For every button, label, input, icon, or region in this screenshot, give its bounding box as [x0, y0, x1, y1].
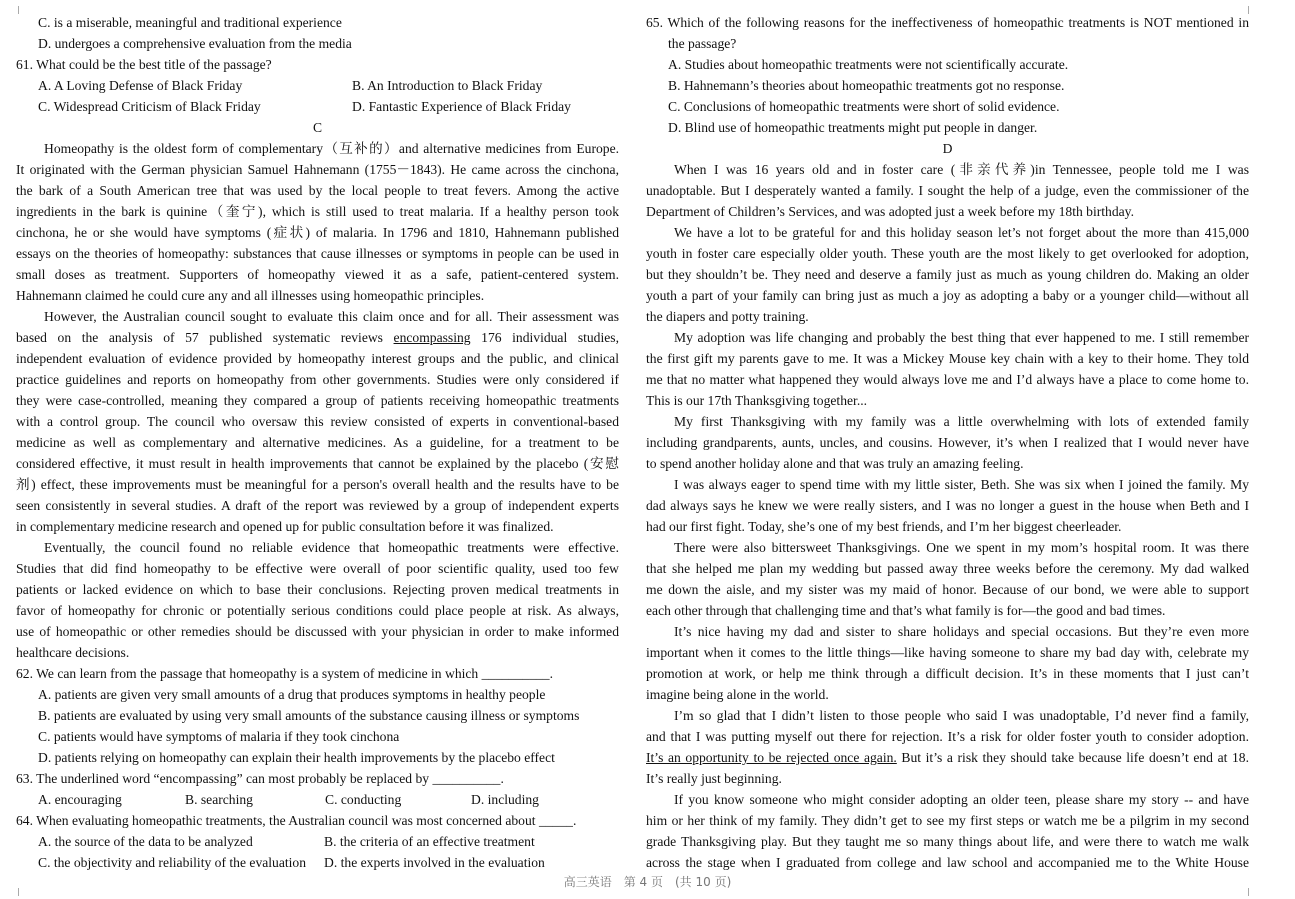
paragraph-line: including grandparents, aunts, uncles, and cousins. However, it’s when I realized that I would never have [646, 435, 1249, 450]
paragraph-line: to spend another holiday alone and that was truly an amazing feeling. [646, 456, 1024, 471]
passage-d-paragraph-2 [646, 222, 1249, 327]
paragraph-line: unadoptable. But I desperately wanted a family. I sought the help of a judge, even the commissioner of the [646, 183, 1249, 198]
crop-mark-top-right [1248, 6, 1257, 14]
section-d-heading: D [942, 141, 953, 156]
passage-d-paragraph-3 [646, 327, 1249, 411]
paragraph-line: We have a lot to be grateful for and this holiday season let’s not forget about the more than 415,000 [674, 225, 1249, 240]
paragraph-line: Hahnemann claimed he could cure any and all illnesses using homeopathic principles. [16, 288, 485, 303]
section-c-heading: C [312, 120, 323, 135]
question-64: 64. When evaluating homeopathic treatments, the Australian council was most concerned about _____. [16, 813, 577, 828]
paragraph-line: healthcare decisions. [16, 645, 130, 660]
question-65-line2: the passage? [668, 36, 737, 51]
q64-option-d: D. the experts involved in the evaluation [324, 855, 545, 870]
paragraph-line: the diapers and potty training. [646, 309, 809, 324]
q61-option-a: A. A Loving Defense of Black Friday [38, 78, 243, 93]
paragraph-line: If you know someone who might consider adopting an older teen, please share my story -- and have [674, 792, 1249, 807]
paragraph-line: important when it comes to the little things—like having someone to share my bad day with, celebrate my [646, 645, 1249, 660]
paragraph-line: considered effective, it must result in health improvements that cannot be explained by the placebo (安慰 [16, 456, 619, 471]
passage-d-p8-line1: I’m so glad that I didn’t listen to those people who said I was unadoptable, I’d never find a family, [674, 708, 1249, 723]
q60-option-d: D. undergoes a comprehensive evaluation from the media [38, 36, 352, 51]
paragraph-line: There were also bittersweet Thanksgivings. One we spent in my mom’s hospital room. It was there [674, 540, 1249, 555]
paragraph-line: him or her think of my family. They didn’t get to see my first steps or watch me be a pilgrim in my second [646, 813, 1249, 828]
paragraph-line: 剂) effect, these improvements must be meaningful for a person's overall health and the results have to be [16, 477, 619, 492]
paragraph-line: use of homeopathic or other remedies should be discussed with your physician in order to make informed [16, 624, 619, 639]
q61-option-d: D. Fantastic Experience of Black Friday [352, 99, 571, 114]
paragraph-line: grade Thanksgiving play. But they taught me so many things about life, and were there to watch me walk [646, 834, 1249, 849]
passage-d-paragraph-4 [646, 411, 1249, 474]
q63-option-c: C. conducting [325, 792, 402, 807]
paragraph-line: the bark of a South American tree that was used by the local people to treat fevers. Among the active [16, 183, 619, 198]
passage-d-paragraph-5 [646, 474, 1249, 537]
paragraph-line: dad always says he knew we were really sisters, and I was no longer a guest in the house when Beth and I [646, 498, 1249, 513]
paragraph-line: essays on the theories of homeopathy: substances that cause illnesses or symptoms in people can be used in [16, 246, 619, 261]
paragraph-line: they were case-controlled, meaning they compared a group of patients receiving homeopathic treatments [16, 393, 619, 408]
paragraph-line: the first gift my parents gave to me. It was a Mickey Mouse key chain with a key to their home. They told [646, 351, 1249, 366]
paragraph-line: patients or lacked evidence on which to base their conclusions. Rejecting proven medical treatments in [16, 582, 619, 597]
q61-option-c: C. Widespread Criticism of Black Friday [38, 99, 261, 114]
page-footer: 高三英语 第 4 页 (共 10 页) [563, 875, 732, 889]
paragraph-line: Eventually, the council found no reliable evidence that homeopathic treatments were effective. [44, 540, 619, 555]
q64-option-a: A. the source of the data to be analyzed [38, 834, 253, 849]
passage-d-paragraph-1 [646, 159, 1249, 222]
paragraph-line: When I was 16 years old and in foster care (非亲代养)in Tennessee, people told me I was [674, 162, 1249, 177]
q63-option-b: B. searching [185, 792, 253, 807]
passage-c-paragraph-3 [16, 537, 619, 663]
q65-option-d: D. Blind use of homeopathic treatments might put people in danger. [668, 120, 1038, 135]
passage-d-paragraph-9 [646, 789, 1249, 873]
passage-c-paragraph-2 [16, 348, 619, 537]
q61-options-row2 [16, 96, 619, 117]
paragraph-line: My first Thanksgiving with my family was a little overwhelming with lots of extended family [674, 414, 1249, 429]
q65-option-a: A. Studies about homeopathic treatments were not scientifically accurate. [668, 57, 1069, 72]
passage-d-p8-line2: and that I was putting myself out there for rejection. It’s a risk for older foster youth to consider adoption. [646, 729, 1249, 744]
q64-options-row2 [16, 852, 619, 873]
paragraph-line: ingredients in the bark is quinine（奎宁), which is still used to treat malaria. If a healthy person took [16, 204, 619, 219]
paragraph-line: It originated with the German physician Samuel Hahnemann (1755－1843). He came across the cinchona, [16, 162, 619, 177]
q64-option-b: B. the criteria of an effective treatment [324, 834, 535, 849]
paragraph-line: medicine as well as complementary and alternative medicines. As a guideline, for a treatment to be [16, 435, 619, 450]
paragraph-line: but they shouldn’t be. They need and deserve a family just as much as young children do. Making an older [646, 267, 1249, 282]
paragraph-line: youth a part of your family can bring just as much a joy as adopting a baby or a younger child—without all [646, 288, 1249, 303]
paragraph-line: This is our 17th Thanksgiving together... [646, 393, 868, 408]
paragraph-line: youth in foster care especially older youth. These youth are the most likely to get overlooked for adoption, [646, 246, 1249, 261]
paragraph-line: practice guidelines and reports on homeopathy from other governments. Studies were only considered if [16, 372, 619, 387]
q62-option-a: A. patients are given very small amounts of a drug that produces symptoms in healthy people [38, 687, 546, 702]
paragraph-line: Department of Children’s Services, and was adopted just a week before my 18th birthday. [646, 204, 1134, 219]
underlined-word-encompassing: encompassing [393, 330, 471, 345]
q64-options-row1 [16, 831, 619, 852]
question-65-line1: 65. Which of the following reasons for the ineffectiveness of homeopathic treatments is NOT mentioned in [646, 15, 1249, 30]
passage-c-paragraph-1 [16, 138, 619, 306]
q63-option-d: D. including [471, 792, 539, 807]
passage-d-p8-line4: It’s really just beginning. [646, 771, 782, 786]
right-column [646, 12, 1249, 873]
paragraph-line: Homeopathy is the oldest form of complementary（互补的）and alternative medicines from Europe. [44, 141, 619, 156]
passage-d-p8-line3: It’s an opportunity to be rejected once again. But it’s a risk they should take because life doesn’t end at 18. [646, 750, 1249, 765]
q65-option-b: B. Hahnemann’s theories about homeopathic treatments got no response. [668, 78, 1065, 93]
paragraph-line: small doses as treatment. Supporters of homeopathy viewed it as a safe, patient-centered system. [16, 267, 619, 282]
paragraph-line: favor of homeopathy for chronic or potentially serious conditions could place people at risk. As always, [16, 603, 619, 618]
paragraph-line: in complementary medicine research and opened up for public consultation before it was finalized. [16, 519, 554, 534]
paragraph-line: imagine being alone in the world. [646, 687, 829, 702]
q65-option-c: C. Conclusions of homeopathic treatments were short of solid evidence. [668, 99, 1060, 114]
question-63: 63. The underlined word “encompassing” can most probably be replaced by __________. [16, 771, 504, 786]
paragraph-line: It’s nice having my dad and sister to share holidays and special occasions. But they’re even more [674, 624, 1249, 639]
paragraph-line: me that no matter what happened they would always love me and I’d always have a place to come home to. [646, 372, 1249, 387]
paragraph-line: had our first fight. Today, she’s one of my best friends, and I’m her biggest cheerleader. [646, 519, 1122, 534]
q62-option-b: B. patients are evaluated by using very small amounts of the substance causing illness or symptoms [38, 708, 580, 723]
paragraph-line: with a control group. The council who oversaw this review consisted of experts in conventional-based [16, 414, 619, 429]
underlined-sentence: It’s an opportunity to be rejected once again. [646, 750, 897, 765]
q60-option-c: C. is a miserable, meaningful and traditional experience [38, 15, 342, 30]
paragraph-line: seen consistently in several studies. A draft of the report was reviewed by a group of independent experts [16, 498, 619, 513]
passage-c-p2-line1: However, the Australian council sought to evaluate this claim once and for all. Their assessment was [44, 309, 619, 324]
question-61: 61. What could be the best title of the passage? [16, 57, 272, 72]
question-62: 62. We can learn from the passage that homeopathy is a system of medicine in which __________. [16, 666, 553, 681]
paragraph-line: me down the aisle, and my sister was my maid of honor. Because of our bond, we were able to support [646, 582, 1249, 597]
paragraph-line: independent evaluation of evidence provided by homeopathy interest groups and the public, and clinical [16, 351, 619, 366]
paragraph-line: across the stage when I graduated from college and law school and accompanied me to the White House [646, 855, 1249, 870]
q61-options-row1 [16, 75, 619, 96]
q63-option-a: A. encouraging [38, 792, 122, 807]
q62-option-c: C. patients would have symptoms of malaria if they took cinchona [38, 729, 400, 744]
paragraph-line: promotion at work, or help me think through a difficult decision. It’s in these moments that I just can’t [646, 666, 1249, 681]
paragraph-line: Studies that did find homeopathy to be effective were overall of poor scientific quality, used too few [16, 561, 619, 576]
paragraph-line: cinchona, he or she would have symptoms (症状) of malaria. In 1796 and 1810, Hahnemann published [16, 225, 619, 240]
q62-option-d: D. patients relying on homeopathy can explain their health improvements by the placebo effect [38, 750, 555, 765]
q64-option-c: C. the objectivity and reliability of the evaluation [38, 855, 307, 870]
passage-c-p2-line2: based on the analysis of 57 published systematic reviews encompassing 176 individual studies, [16, 330, 619, 345]
paragraph-line: that she helped me plan my wedding but passed away three weeks before the ceremony. My dad walked [646, 561, 1249, 576]
paragraph-line: each other through that challenging time and that’s what family is for—the good and bad times. [646, 603, 1166, 618]
q63-options [16, 789, 619, 810]
left-column [16, 12, 619, 873]
passage-d-paragraph-6 [646, 537, 1249, 621]
paragraph-line: My adoption was life changing and probably the best thing that ever happened to me. I still remember [674, 330, 1249, 345]
q61-option-b: B. An Introduction to Black Friday [352, 78, 543, 93]
passage-d-paragraph-7 [646, 621, 1249, 705]
paragraph-line: I was always eager to spend time with my little sister, Beth. She was six when I joined the family. My [674, 477, 1249, 492]
